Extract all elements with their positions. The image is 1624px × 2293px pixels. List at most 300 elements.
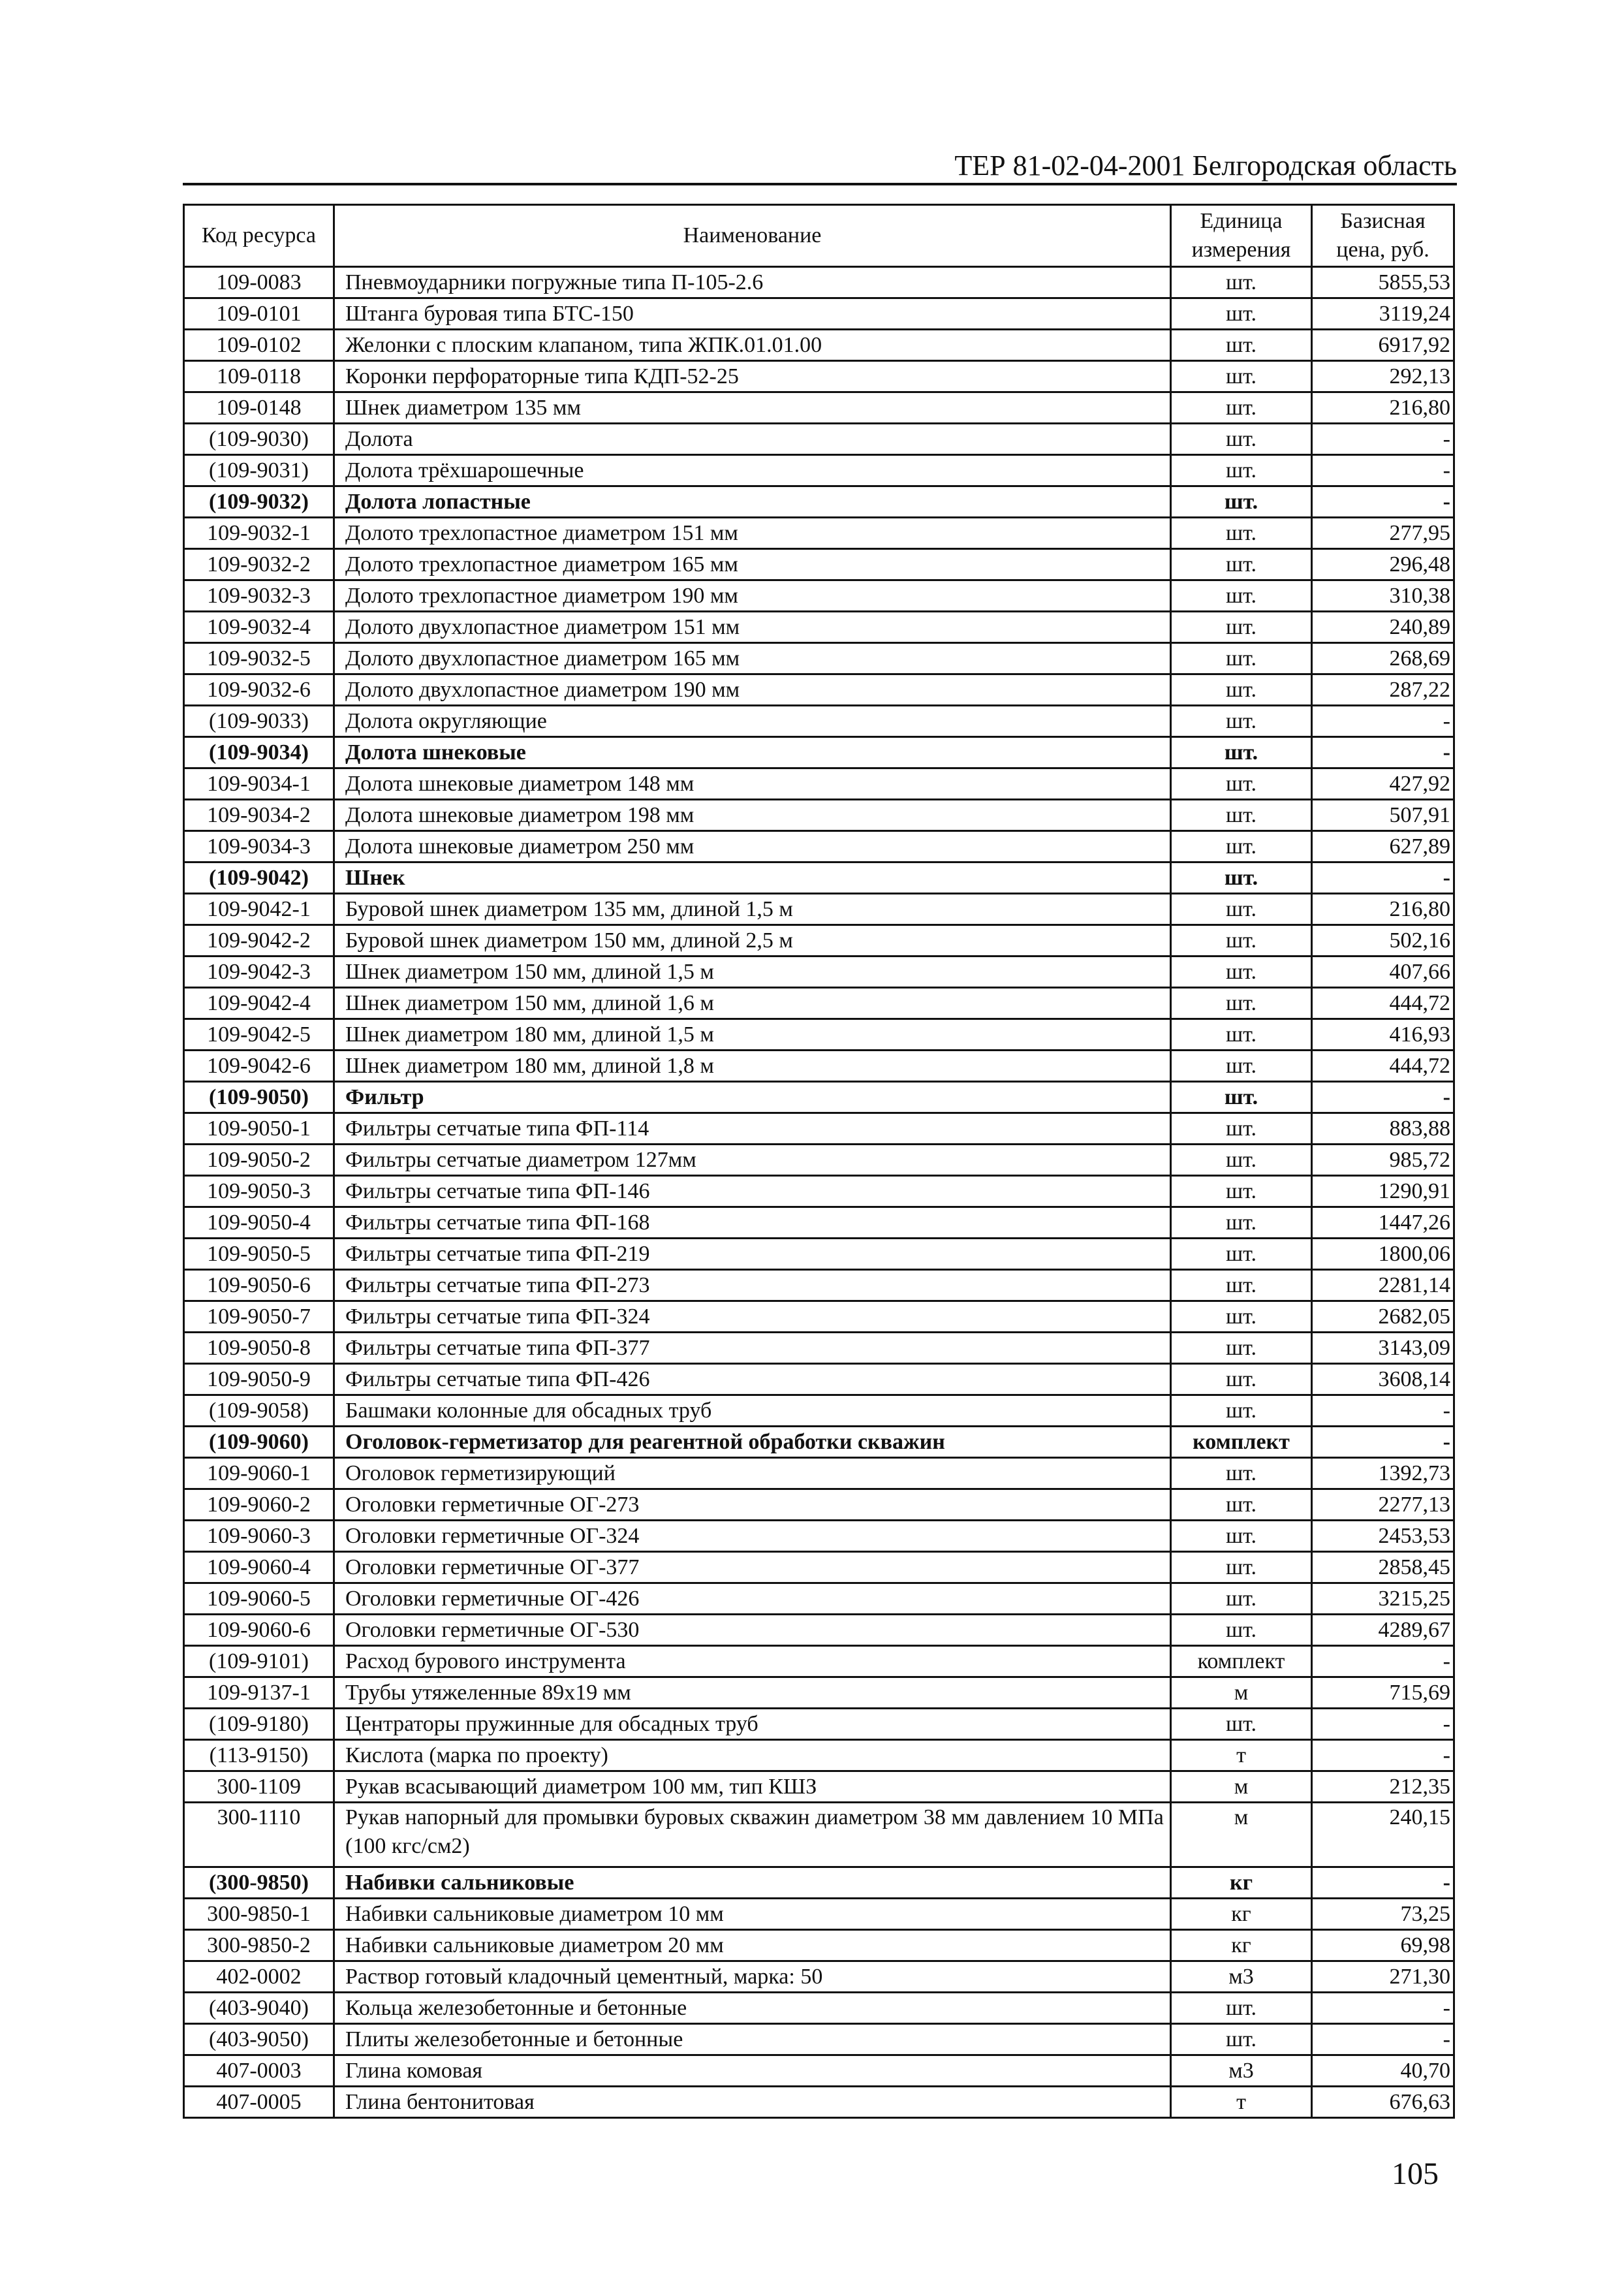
unit-cell: шт. (1171, 1489, 1312, 1521)
unit-cell: шт. (1171, 1993, 1312, 2024)
table-row (184, 1930, 1454, 1961)
table-header-row (184, 205, 1454, 267)
unit-cell: шт. (1171, 643, 1312, 674)
price-cell: 296,48 (1312, 549, 1454, 580)
unit-cell: шт. (1171, 1207, 1312, 1239)
name-cell: Долота лопастные (334, 486, 1171, 518)
unit-cell: шт. (1171, 518, 1312, 549)
code-cell: 109-9032-6 (184, 674, 334, 706)
unit-cell: шт. (1171, 612, 1312, 643)
name-cell: Пневмоударники погружные типа П-105-2.6 (334, 267, 1171, 298)
name-cell: Фильтры сетчатые типа ФП-273 (334, 1270, 1171, 1301)
name-cell: Оголовок-герметизатор для реагентной обработки скважин (334, 1427, 1171, 1458)
price-cell: 507,91 (1312, 800, 1454, 831)
code-cell: (109-9060) (184, 1427, 334, 1458)
table-row (184, 894, 1454, 925)
code-cell: 109-9032-3 (184, 580, 334, 612)
table-row (184, 298, 1454, 330)
name-cell: Раствор готовый кладочный цементный, марка: 50 (334, 1961, 1171, 1993)
table-row (184, 1270, 1454, 1301)
table-row (184, 1993, 1454, 2024)
table-row (184, 1051, 1454, 1082)
price-cell: 6917,92 (1312, 330, 1454, 361)
price-cell: 292,13 (1312, 361, 1454, 392)
column-header-unit-line2: измерения (1191, 238, 1291, 262)
name-cell: Буровой шнек диаметром 135 мм, длиной 1,5 м (334, 894, 1171, 925)
code-cell: (109-9180) (184, 1709, 334, 1740)
price-cell: 985,72 (1312, 1145, 1454, 1176)
unit-cell: т (1171, 2087, 1312, 2118)
name-cell: Долото трехлопастное диаметром 165 мм (334, 549, 1171, 580)
code-cell: (109-9033) (184, 706, 334, 737)
code-cell: (109-9034) (184, 737, 334, 768)
name-cell: Оголовки герметичные ОГ-273 (334, 1489, 1171, 1521)
name-cell: Долота шнековые диаметром 250 мм (334, 831, 1171, 862)
code-cell: 109-9050-7 (184, 1301, 334, 1333)
unit-cell: шт. (1171, 1709, 1312, 1740)
code-cell: 109-9042-4 (184, 988, 334, 1019)
name-cell: Набивки сальниковые диаметром 10 мм (334, 1899, 1171, 1930)
code-cell: 109-9060-6 (184, 1615, 334, 1646)
code-cell: (113-9150) (184, 1740, 334, 1771)
unit-cell: шт. (1171, 894, 1312, 925)
unit-cell: шт. (1171, 1051, 1312, 1082)
name-cell: Фильтры сетчатые диаметром 127мм (334, 1145, 1171, 1176)
unit-cell: шт. (1171, 1552, 1312, 1583)
column-header-price-line2: цена, руб. (1336, 238, 1429, 262)
table-row (184, 643, 1454, 674)
price-cell: 502,16 (1312, 925, 1454, 957)
name-cell: Оголовки герметичные ОГ-377 (334, 1552, 1171, 1583)
price-cell: 427,92 (1312, 768, 1454, 800)
column-header-price-line1: Базисная (1340, 209, 1426, 233)
code-cell: 402-0002 (184, 1961, 334, 1993)
table-row (184, 580, 1454, 612)
unit-cell: м3 (1171, 1961, 1312, 1993)
code-cell: 109-9042-5 (184, 1019, 334, 1051)
table-row (184, 1740, 1454, 1771)
table-row (184, 1489, 1454, 1521)
price-cell: 3143,09 (1312, 1333, 1454, 1364)
unit-cell: шт. (1171, 1395, 1312, 1427)
name-cell: Фильтр (334, 1082, 1171, 1113)
unit-cell: шт. (1171, 1176, 1312, 1207)
name-cell: Рукав напорный для промывки буровых скважин диаметром 38 мм давлением 10 МПа (100 кгс/см2) (334, 1803, 1171, 1867)
price-cell: 2277,13 (1312, 1489, 1454, 1521)
unit-cell: шт. (1171, 1113, 1312, 1145)
price-cell: 2453,53 (1312, 1521, 1454, 1552)
price-cell: 2281,14 (1312, 1270, 1454, 1301)
unit-cell: шт. (1171, 737, 1312, 768)
code-cell: 109-0118 (184, 361, 334, 392)
name-cell: Фильтры сетчатые типа ФП-168 (334, 1207, 1171, 1239)
price-cell: 5855,53 (1312, 267, 1454, 298)
price-cell: 216,80 (1312, 392, 1454, 424)
table-row (184, 330, 1454, 361)
name-cell: Долото двухлопастное диаметром 151 мм (334, 612, 1171, 643)
header-rule (183, 183, 1457, 185)
table-row (184, 518, 1454, 549)
code-cell: 109-9060-2 (184, 1489, 334, 1521)
price-cell: 73,25 (1312, 1899, 1454, 1930)
table-row (184, 2024, 1454, 2055)
unit-cell: шт. (1171, 1583, 1312, 1615)
price-cell: - (1312, 1395, 1454, 1427)
price-cell: - (1312, 2024, 1454, 2055)
price-cell: - (1312, 862, 1454, 894)
code-cell: 109-9034-3 (184, 831, 334, 862)
code-cell: 109-9032-4 (184, 612, 334, 643)
table-row (184, 1427, 1454, 1458)
table-row (184, 1677, 1454, 1709)
price-cell: 4289,67 (1312, 1615, 1454, 1646)
name-cell: Фильтры сетчатые типа ФП-114 (334, 1113, 1171, 1145)
name-cell: Шнек диаметром 135 мм (334, 392, 1171, 424)
name-cell: Шнек диаметром 150 мм, длиной 1,6 м (334, 988, 1171, 1019)
price-cell: 1800,06 (1312, 1239, 1454, 1270)
price-cell: - (1312, 1082, 1454, 1113)
table-row (184, 1552, 1454, 1583)
table-row (184, 1458, 1454, 1489)
unit-cell: шт. (1171, 1615, 1312, 1646)
price-cell: 3215,25 (1312, 1583, 1454, 1615)
table-row (184, 1961, 1454, 1993)
unit-cell: шт. (1171, 2024, 1312, 2055)
table-row (184, 1113, 1454, 1145)
code-cell: 109-0101 (184, 298, 334, 330)
unit-cell: шт. (1171, 957, 1312, 988)
name-cell: Шнек диаметром 180 мм, длиной 1,8 м (334, 1051, 1171, 1082)
table-row (184, 455, 1454, 486)
resource-price-table (183, 204, 1455, 2119)
name-cell: Рукав всасывающий диаметром 100 мм, тип КШЗ (334, 1771, 1171, 1803)
table-row (184, 1019, 1454, 1051)
table-row (184, 1395, 1454, 1427)
unit-cell: м (1171, 1771, 1312, 1803)
price-cell: 271,30 (1312, 1961, 1454, 1993)
price-cell: - (1312, 706, 1454, 737)
code-cell: 109-0102 (184, 330, 334, 361)
price-cell: - (1312, 1867, 1454, 1899)
code-cell: 109-9034-2 (184, 800, 334, 831)
code-cell: 109-9032-1 (184, 518, 334, 549)
price-cell: 2682,05 (1312, 1301, 1454, 1333)
unit-cell: шт. (1171, 549, 1312, 580)
table-row (184, 486, 1454, 518)
name-cell: Шнек диаметром 180 мм, длиной 1,5 м (334, 1019, 1171, 1051)
unit-cell: шт. (1171, 988, 1312, 1019)
unit-cell: кг (1171, 1867, 1312, 1899)
name-cell: Долото двухлопастное диаметром 190 мм (334, 674, 1171, 706)
table-row (184, 1646, 1454, 1677)
table-row (184, 706, 1454, 737)
table-row (184, 2055, 1454, 2087)
table-row (184, 549, 1454, 580)
unit-cell: шт. (1171, 361, 1312, 392)
table-row (184, 1771, 1454, 1803)
price-cell: 1447,26 (1312, 1207, 1454, 1239)
code-cell: 109-9050-9 (184, 1364, 334, 1395)
name-cell: Оголовки герметичные ОГ-426 (334, 1583, 1171, 1615)
price-cell: - (1312, 1993, 1454, 2024)
table-row (184, 831, 1454, 862)
code-cell: 300-1109 (184, 1771, 334, 1803)
code-cell: 109-9060-5 (184, 1583, 334, 1615)
code-cell: 109-9050-2 (184, 1145, 334, 1176)
name-cell: Долота трёхшарошечные (334, 455, 1171, 486)
name-cell: Глина бентонитовая (334, 2087, 1171, 2118)
price-cell: 883,88 (1312, 1113, 1454, 1145)
name-cell: Долота шнековые (334, 737, 1171, 768)
unit-cell: шт. (1171, 1458, 1312, 1489)
price-cell: - (1312, 455, 1454, 486)
name-cell: Шнек (334, 862, 1171, 894)
name-cell: Кислота (марка по проекту) (334, 1740, 1171, 1771)
name-cell: Долота шнековые диаметром 148 мм (334, 768, 1171, 800)
code-cell: (109-9101) (184, 1646, 334, 1677)
code-cell: (109-9031) (184, 455, 334, 486)
price-cell: 407,66 (1312, 957, 1454, 988)
code-cell: 109-9137-1 (184, 1677, 334, 1709)
price-cell: - (1312, 1427, 1454, 1458)
price-cell: - (1312, 1709, 1454, 1740)
name-cell: Коронки перфораторные типа КДП-52-25 (334, 361, 1171, 392)
page-number: 105 (1392, 2157, 1439, 2191)
code-cell: 407-0003 (184, 2055, 334, 2087)
price-cell: 216,80 (1312, 894, 1454, 925)
table-row (184, 2087, 1454, 2118)
name-cell: Желонки с плоским клапаном, типа ЖПК.01.01.00 (334, 330, 1171, 361)
table-row (184, 361, 1454, 392)
price-cell: 1290,91 (1312, 1176, 1454, 1207)
price-cell: - (1312, 737, 1454, 768)
name-cell: Плиты железобетонные и бетонные (334, 2024, 1171, 2055)
table-row (184, 1867, 1454, 1899)
code-cell: 109-0083 (184, 267, 334, 298)
table-row (184, 392, 1454, 424)
price-cell: 240,89 (1312, 612, 1454, 643)
price-cell: - (1312, 424, 1454, 455)
name-cell: Фильтры сетчатые типа ФП-426 (334, 1364, 1171, 1395)
name-cell: Долото трехлопастное диаметром 190 мм (334, 580, 1171, 612)
name-cell: Кольца железобетонные и бетонные (334, 1993, 1171, 2024)
price-cell: 277,95 (1312, 518, 1454, 549)
table-row (184, 1333, 1454, 1364)
name-cell: Глина комовая (334, 2055, 1171, 2087)
price-cell: 676,63 (1312, 2087, 1454, 2118)
table-row (184, 674, 1454, 706)
code-cell: (109-9058) (184, 1395, 334, 1427)
column-header-unit-line1: Единица (1200, 209, 1283, 233)
name-cell: Набивки сальниковые (334, 1867, 1171, 1899)
unit-cell: шт. (1171, 674, 1312, 706)
unit-cell: м (1171, 1803, 1312, 1867)
price-cell: 444,72 (1312, 988, 1454, 1019)
name-cell: Долота округляющие (334, 706, 1171, 737)
name-cell: Долото двухлопастное диаметром 165 мм (334, 643, 1171, 674)
name-cell: Оголовки герметичные ОГ-324 (334, 1521, 1171, 1552)
unit-cell: шт. (1171, 925, 1312, 957)
code-cell: 109-9060-4 (184, 1552, 334, 1583)
table-row (184, 800, 1454, 831)
unit-cell: шт. (1171, 392, 1312, 424)
code-cell: (403-9050) (184, 2024, 334, 2055)
name-cell: Штанга буровая типа БТС-150 (334, 298, 1171, 330)
column-header-price (1312, 205, 1454, 267)
code-cell: 109-9034-1 (184, 768, 334, 800)
price-cell: 240,15 (1312, 1803, 1454, 1867)
table-row (184, 862, 1454, 894)
unit-cell: шт. (1171, 267, 1312, 298)
name-cell: Расход бурового инструмента (334, 1646, 1171, 1677)
table-row (184, 1239, 1454, 1270)
code-cell: 109-9050-4 (184, 1207, 334, 1239)
code-cell: (109-9050) (184, 1082, 334, 1113)
code-cell: 109-9050-3 (184, 1176, 334, 1207)
name-cell: Фильтры сетчатые типа ФП-377 (334, 1333, 1171, 1364)
table-row (184, 988, 1454, 1019)
table-body (184, 267, 1454, 2118)
name-cell: Центраторы пружинные для обсадных труб (334, 1709, 1171, 1740)
table-row (184, 1207, 1454, 1239)
name-cell: Долото трехлопастное диаметром 151 мм (334, 518, 1171, 549)
code-cell: 109-0148 (184, 392, 334, 424)
price-cell: 715,69 (1312, 1677, 1454, 1709)
price-cell: 1392,73 (1312, 1458, 1454, 1489)
name-cell: Долота шнековые диаметром 198 мм (334, 800, 1171, 831)
code-cell: 109-9042-6 (184, 1051, 334, 1082)
code-cell: 109-9042-3 (184, 957, 334, 988)
price-cell: 287,22 (1312, 674, 1454, 706)
table-row (184, 1615, 1454, 1646)
table-row (184, 424, 1454, 455)
name-cell: Оголовок герметизирующий (334, 1458, 1171, 1489)
unit-cell: шт. (1171, 706, 1312, 737)
unit-cell: шт. (1171, 831, 1312, 862)
unit-cell: т (1171, 1740, 1312, 1771)
table-row (184, 1583, 1454, 1615)
price-cell: 3608,14 (1312, 1364, 1454, 1395)
price-cell: 212,35 (1312, 1771, 1454, 1803)
table-row (184, 1709, 1454, 1740)
code-cell: (109-9032) (184, 486, 334, 518)
document-header-title: ТЕР 81-02-04-2001 Белгородская область (954, 150, 1457, 182)
code-cell: (300-9850) (184, 1867, 334, 1899)
code-cell: 109-9060-1 (184, 1458, 334, 1489)
unit-cell: шт. (1171, 1301, 1312, 1333)
code-cell: 109-9060-3 (184, 1521, 334, 1552)
price-cell: 310,38 (1312, 580, 1454, 612)
name-cell: Фильтры сетчатые типа ФП-219 (334, 1239, 1171, 1270)
unit-cell: шт. (1171, 298, 1312, 330)
price-cell: 416,93 (1312, 1019, 1454, 1051)
price-cell: 40,70 (1312, 2055, 1454, 2087)
unit-cell: шт. (1171, 580, 1312, 612)
table-row (184, 768, 1454, 800)
name-cell: Фильтры сетчатые типа ФП-324 (334, 1301, 1171, 1333)
code-cell: 300-9850-1 (184, 1899, 334, 1930)
code-cell: 109-9050-8 (184, 1333, 334, 1364)
unit-cell: шт. (1171, 768, 1312, 800)
code-cell: (109-9030) (184, 424, 334, 455)
unit-cell: шт. (1171, 455, 1312, 486)
table-row (184, 1364, 1454, 1395)
code-cell: 109-9042-1 (184, 894, 334, 925)
code-cell: 407-0005 (184, 2087, 334, 2118)
code-cell: 109-9032-5 (184, 643, 334, 674)
table-row (184, 957, 1454, 988)
table-row (184, 1521, 1454, 1552)
name-cell: Набивки сальниковые диаметром 20 мм (334, 1930, 1171, 1961)
price-cell: - (1312, 486, 1454, 518)
unit-cell: шт. (1171, 1145, 1312, 1176)
price-cell: 444,72 (1312, 1051, 1454, 1082)
unit-cell: шт. (1171, 1270, 1312, 1301)
unit-cell: шт. (1171, 1364, 1312, 1395)
code-cell: 109-9050-5 (184, 1239, 334, 1270)
code-cell: 300-9850-2 (184, 1930, 334, 1961)
table-row (184, 1176, 1454, 1207)
unit-cell: кг (1171, 1930, 1312, 1961)
code-cell: 109-9050-6 (184, 1270, 334, 1301)
name-cell: Буровой шнек диаметром 150 мм, длиной 2,5 м (334, 925, 1171, 957)
name-cell: Долота (334, 424, 1171, 455)
table-row (184, 1145, 1454, 1176)
table-row (184, 1301, 1454, 1333)
table-row (184, 1899, 1454, 1930)
table-row (184, 267, 1454, 298)
unit-cell: шт. (1171, 424, 1312, 455)
price-cell: 3119,24 (1312, 298, 1454, 330)
unit-cell: шт. (1171, 1019, 1312, 1051)
unit-cell: комплект (1171, 1646, 1312, 1677)
price-cell: 2858,45 (1312, 1552, 1454, 1583)
price-cell: - (1312, 1646, 1454, 1677)
code-cell: 109-9042-2 (184, 925, 334, 957)
column-header-code: Код ресурса (184, 205, 334, 267)
code-cell: (403-9040) (184, 1993, 334, 2024)
column-header-unit (1171, 205, 1312, 267)
name-cell: Фильтры сетчатые типа ФП-146 (334, 1176, 1171, 1207)
unit-cell: м3 (1171, 2055, 1312, 2087)
code-cell: 300-1110 (184, 1803, 334, 1867)
unit-cell: шт. (1171, 862, 1312, 894)
price-cell: - (1312, 1740, 1454, 1771)
unit-cell: шт. (1171, 1521, 1312, 1552)
code-cell: 109-9050-1 (184, 1113, 334, 1145)
price-cell: 69,98 (1312, 1930, 1454, 1961)
unit-cell: шт. (1171, 1082, 1312, 1113)
name-cell: Башмаки колонные для обсадных труб (334, 1395, 1171, 1427)
name-cell: Трубы утяжеленные 89х19 мм (334, 1677, 1171, 1709)
unit-cell: кг (1171, 1899, 1312, 1930)
price-cell: 627,89 (1312, 831, 1454, 862)
unit-cell: шт. (1171, 800, 1312, 831)
name-cell: Шнек диаметром 150 мм, длиной 1,5 м (334, 957, 1171, 988)
unit-cell: шт. (1171, 1239, 1312, 1270)
unit-cell: шт. (1171, 486, 1312, 518)
code-cell: 109-9032-2 (184, 549, 334, 580)
unit-cell: шт. (1171, 1333, 1312, 1364)
table-row (184, 737, 1454, 768)
unit-cell: шт. (1171, 330, 1312, 361)
price-cell: 268,69 (1312, 643, 1454, 674)
table-row (184, 925, 1454, 957)
code-cell: (109-9042) (184, 862, 334, 894)
column-header-name: Наименование (334, 205, 1171, 267)
unit-cell: м (1171, 1677, 1312, 1709)
table-row (184, 1803, 1454, 1867)
